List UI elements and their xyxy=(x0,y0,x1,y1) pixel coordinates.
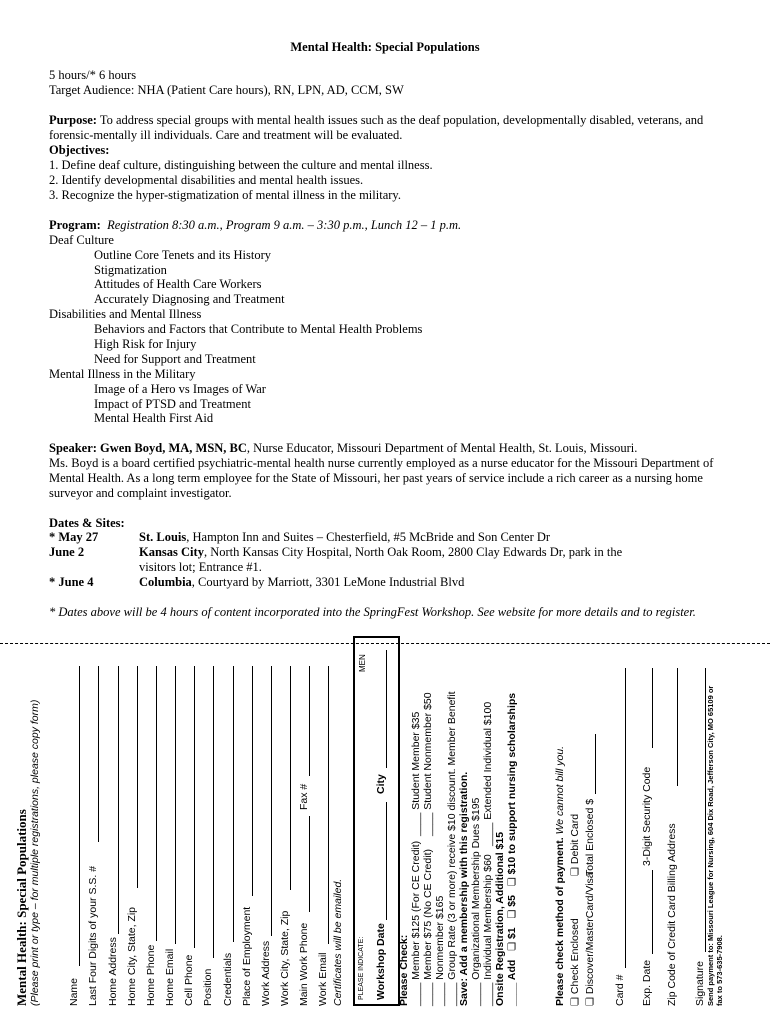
debit-card-option[interactable] xyxy=(569,814,582,876)
payment-option-label: Check Enclosed xyxy=(569,918,581,995)
check-option-label: Member $125 (For CE Credit) xyxy=(410,840,422,980)
program-section-title: Disabilities and Mental Illness xyxy=(49,307,202,321)
cell-phone-field[interactable] xyxy=(194,666,195,948)
hours-text: 5 hours/* 6 hours xyxy=(49,68,137,82)
field-label: Credentials xyxy=(222,952,234,1006)
payment-method-label: Please check method of payment. xyxy=(554,837,566,1006)
check-option-label: Group Rate (3 or more) receive $10 discount. Member Benefit xyxy=(446,691,458,980)
home-city-state-zip-field[interactable] xyxy=(137,666,138,888)
fax-label: Fax # xyxy=(298,783,310,810)
site-city: Kansas City xyxy=(139,545,204,559)
program-item: Outline Core Tenets and its History xyxy=(94,248,271,262)
card-number-label: Card # xyxy=(614,974,626,1006)
field-label: Work Address xyxy=(260,940,272,1006)
add-donation-line: ____ Add ❏ $1 ❏ $5 ❏ $10 to support nursing scholarships xyxy=(506,692,518,1006)
main-work-phone-field[interactable] xyxy=(309,816,310,912)
site-date: * June 4 xyxy=(49,575,94,589)
site-city: St. Louis xyxy=(139,530,187,544)
check-option-label: Member $75 (No CE Credit) xyxy=(422,849,434,980)
check-option[interactable]: ____ Extended Individual $100 xyxy=(482,701,494,846)
credentials-field[interactable] xyxy=(233,666,234,942)
signature-label: Signature xyxy=(694,961,706,1006)
registration-form xyxy=(14,16,764,1006)
card-number-field[interactable] xyxy=(625,668,626,968)
program-item: Behaviors and Factors that Contribute to Mental Health Problems xyxy=(94,322,423,336)
place-of-employment-field[interactable] xyxy=(252,666,253,896)
site-date: June 2 xyxy=(49,545,85,559)
checkbox-icon[interactable]: ❏ xyxy=(570,997,581,1006)
field-label: Cell Phone xyxy=(183,954,195,1006)
city-label: City xyxy=(375,774,387,794)
objective-item: 3. Recognize the hyper-stigmatization of mental illness in the military. xyxy=(49,188,401,202)
check-option-label: Extended Individual $100 xyxy=(482,701,494,820)
field-label: Place of Employment xyxy=(241,906,253,1006)
home-address-field[interactable] xyxy=(118,666,119,934)
total-enclosed-field[interactable] xyxy=(595,734,596,794)
check-option[interactable]: ____ Student Nonmember $50 xyxy=(422,692,434,836)
checkbox-icon[interactable]: ❏ xyxy=(507,877,518,887)
home-phone-field[interactable] xyxy=(156,666,157,941)
add-label: Add xyxy=(506,959,518,981)
speaker-name: Speaker: Gwen Boyd, MA, MSN, BC xyxy=(49,441,247,455)
target-audience: Target Audience: NHA (Patient Care hours), RN, LPN, AD, CCM, SW xyxy=(49,83,404,97)
donation-option: $5 xyxy=(506,895,518,907)
dates-note: * Dates above will be 4 hours of content incorporated into the SpringFest Workshop. See website for more details and to register. xyxy=(49,605,696,619)
field-label: Last Four Digits of your S.S. # xyxy=(87,865,99,1006)
checkbox-icon[interactable]: ❏ xyxy=(585,997,596,1006)
fax-payment-text: fax to 573-635-7908. xyxy=(715,935,724,1006)
site-address: , North Kansas City Hospital, North Oak Room, 2800 Clay Edwards Dr, park in the xyxy=(203,545,623,559)
send-payment-text: Send payment to: Missouri League for Nursing, 604 Dix Road, Jefferson City, MO 65109 or xyxy=(706,685,715,1006)
check-option[interactable]: ____ Nonmember $165 xyxy=(434,895,446,1006)
check-option-label: Nonmember $165 xyxy=(434,895,446,980)
site-address-cont: visitors lot; Entrance #1. xyxy=(139,560,262,574)
program-item: Attitudes of Health Care Workers xyxy=(94,277,262,291)
program-item: High Risk for Injury xyxy=(94,337,197,351)
exp-date-label: Exp. Date xyxy=(641,959,653,1006)
field-label: Main Work Phone xyxy=(298,922,310,1006)
field-label: Home Phone xyxy=(145,944,157,1006)
name-field[interactable] xyxy=(79,666,80,966)
field-label: Home Address xyxy=(107,937,119,1006)
checkbox-icon[interactable]: ❏ xyxy=(570,867,581,876)
billing-zip-field[interactable] xyxy=(677,668,678,786)
check-option[interactable]: ____ Student Member $35 xyxy=(410,711,422,836)
program-section-title: Mental Illness in the Military xyxy=(49,367,196,381)
site-address: , Hampton Inn and Suites – Chesterfield, #5 McBride and Son Center Dr xyxy=(186,530,551,544)
save-membership-text: Save: Add a membership with this registration. xyxy=(458,771,470,1006)
program-item: Need for Support and Treatment xyxy=(94,352,256,366)
work-address-field[interactable] xyxy=(271,666,272,936)
program-item: Image of a Hero vs Images of War xyxy=(94,382,266,396)
credit-card-option[interactable] xyxy=(584,872,597,1006)
field-label: Home Email xyxy=(164,948,176,1006)
program-section-title: Deaf Culture xyxy=(49,233,114,247)
please-indicate-label: PLEASE INDICATE: xyxy=(358,936,365,1000)
payment-method-line xyxy=(554,746,566,1006)
field-label: Name xyxy=(68,977,80,1006)
home-email-field[interactable] xyxy=(175,666,176,944)
purpose-line-2: forensic-mentally ill individuals. Care and treatment will be evaluated. xyxy=(49,128,403,142)
donation-option: $10 xyxy=(506,856,518,875)
field-label: Home City, State, Zip xyxy=(126,906,138,1006)
payment-option-label: Debit Card xyxy=(569,813,581,865)
field-label: Work City, State, Zip xyxy=(279,910,291,1006)
check-option-label: Organizational Membership Dues $195 xyxy=(470,797,482,980)
workshop-date-field[interactable] xyxy=(386,802,387,920)
exp-date-field[interactable] xyxy=(652,870,653,954)
program-item: Accurately Diagnosing and Treatment xyxy=(94,292,285,306)
program-label: Program: xyxy=(49,218,101,232)
billing-zip-label: Zip Code of Credit Card Billing Address xyxy=(666,823,678,1006)
fax-field[interactable] xyxy=(309,666,310,776)
ssn-field[interactable] xyxy=(98,666,99,842)
total-enclosed-label: Total Enclosed $ xyxy=(584,798,596,876)
workshop-date-label: Workshop Date xyxy=(375,923,387,1000)
check-option[interactable]: ____ Group Rate (3 or more) receive $10 discount. Member Benefit xyxy=(446,691,458,1006)
site-city: Columbia xyxy=(139,575,192,589)
city-field[interactable] xyxy=(386,650,387,768)
payment-option-label: Discover/MasterCard/Visa xyxy=(584,872,596,995)
site-date: * May 27 xyxy=(49,530,99,544)
check-option[interactable]: ____ Individual Membership $60 xyxy=(482,854,494,1006)
work-email-field[interactable] xyxy=(328,666,329,944)
check-option-label: Student Member $35 xyxy=(410,711,422,810)
check-option[interactable]: ____ Member $125 (For CE Credit) xyxy=(410,840,422,1006)
page-title: Mental Health: Special Populations xyxy=(290,40,480,54)
onsite-registration-text: Onsite Registration, Additional $15 xyxy=(494,831,506,1006)
security-code-field[interactable] xyxy=(652,668,653,748)
please-indicate-box xyxy=(353,636,400,1006)
check-option[interactable]: ____ Member $75 (No CE Credit) xyxy=(422,849,434,1006)
program-item: Mental Health First Aid xyxy=(94,411,214,425)
checkbox-icon[interactable]: ❏ xyxy=(507,941,518,951)
speaker-bio: Ms. Boyd is a board certified psychiatric-mental health nurse currently employed as a nurse educator for the Missouri Department of xyxy=(49,456,714,470)
speaker-bio: surveyor and complaint investigator. xyxy=(49,486,232,500)
speaker-affiliation: , Nurse Educator, Missouri Department of Mental Health, St. Louis, Missouri. xyxy=(246,441,638,455)
form-subtitle: (Please print or type – for multiple registrations, please copy form) xyxy=(29,699,41,1006)
checkbox-icon[interactable]: ❏ xyxy=(507,909,518,919)
form-title: Mental Health: Special Populations xyxy=(14,809,29,1006)
objective-item: 2. Identify developmental disabilities and mental health issues. xyxy=(49,173,364,187)
work-city-state-zip-field[interactable] xyxy=(290,666,291,890)
program-item: Impact of PTSD and Treatment xyxy=(94,397,251,411)
donation-option: $1 xyxy=(506,927,518,940)
program-schedule: Registration 8:30 a.m., Program 9 a.m. – 3:30 p.m., Lunch 12 – 1 p.m. xyxy=(107,218,462,232)
men-label: MEN xyxy=(358,654,367,672)
field-label: Work Email xyxy=(317,952,329,1006)
objectives-label: Objectives: xyxy=(49,143,110,157)
check-enclosed-option[interactable] xyxy=(569,918,582,1006)
payment-note: We cannot bill you. xyxy=(554,745,566,838)
purpose-label: Purpose: xyxy=(49,113,97,127)
program-item: Stigmatization xyxy=(94,263,167,277)
position-field[interactable] xyxy=(213,666,214,958)
site-address: , Courtyard by Marriott, 3301 LeMone Industrial Blvd xyxy=(191,575,465,589)
speaker-bio: Mental Health. As a long term employee for the State of Missouri, her past years of service include a rich career as a nursing home xyxy=(49,471,703,485)
donation-purpose: to support nursing scholarships xyxy=(506,692,518,857)
check-option[interactable]: ____ Organizational Membership Dues $195 xyxy=(470,797,482,1006)
field-label: Position xyxy=(202,968,214,1006)
certificates-note: Certificates will be emailed. xyxy=(332,878,344,1006)
security-code-label: 3-Digit Security Code xyxy=(641,766,653,866)
dates-label: Dates & Sites: xyxy=(49,516,125,530)
purpose-text: To address special groups with mental health issues such as the deaf population, developmentally disabled, veterans, and xyxy=(96,113,704,127)
check-option-label: Student Nonmember $50 xyxy=(422,692,434,810)
objective-item: 1. Define deaf culture, distinguishing between the culture and mental illness. xyxy=(49,158,433,172)
check-option-label: Individual Membership $60 xyxy=(482,854,494,980)
please-check-label: Please Check: xyxy=(398,934,410,1006)
